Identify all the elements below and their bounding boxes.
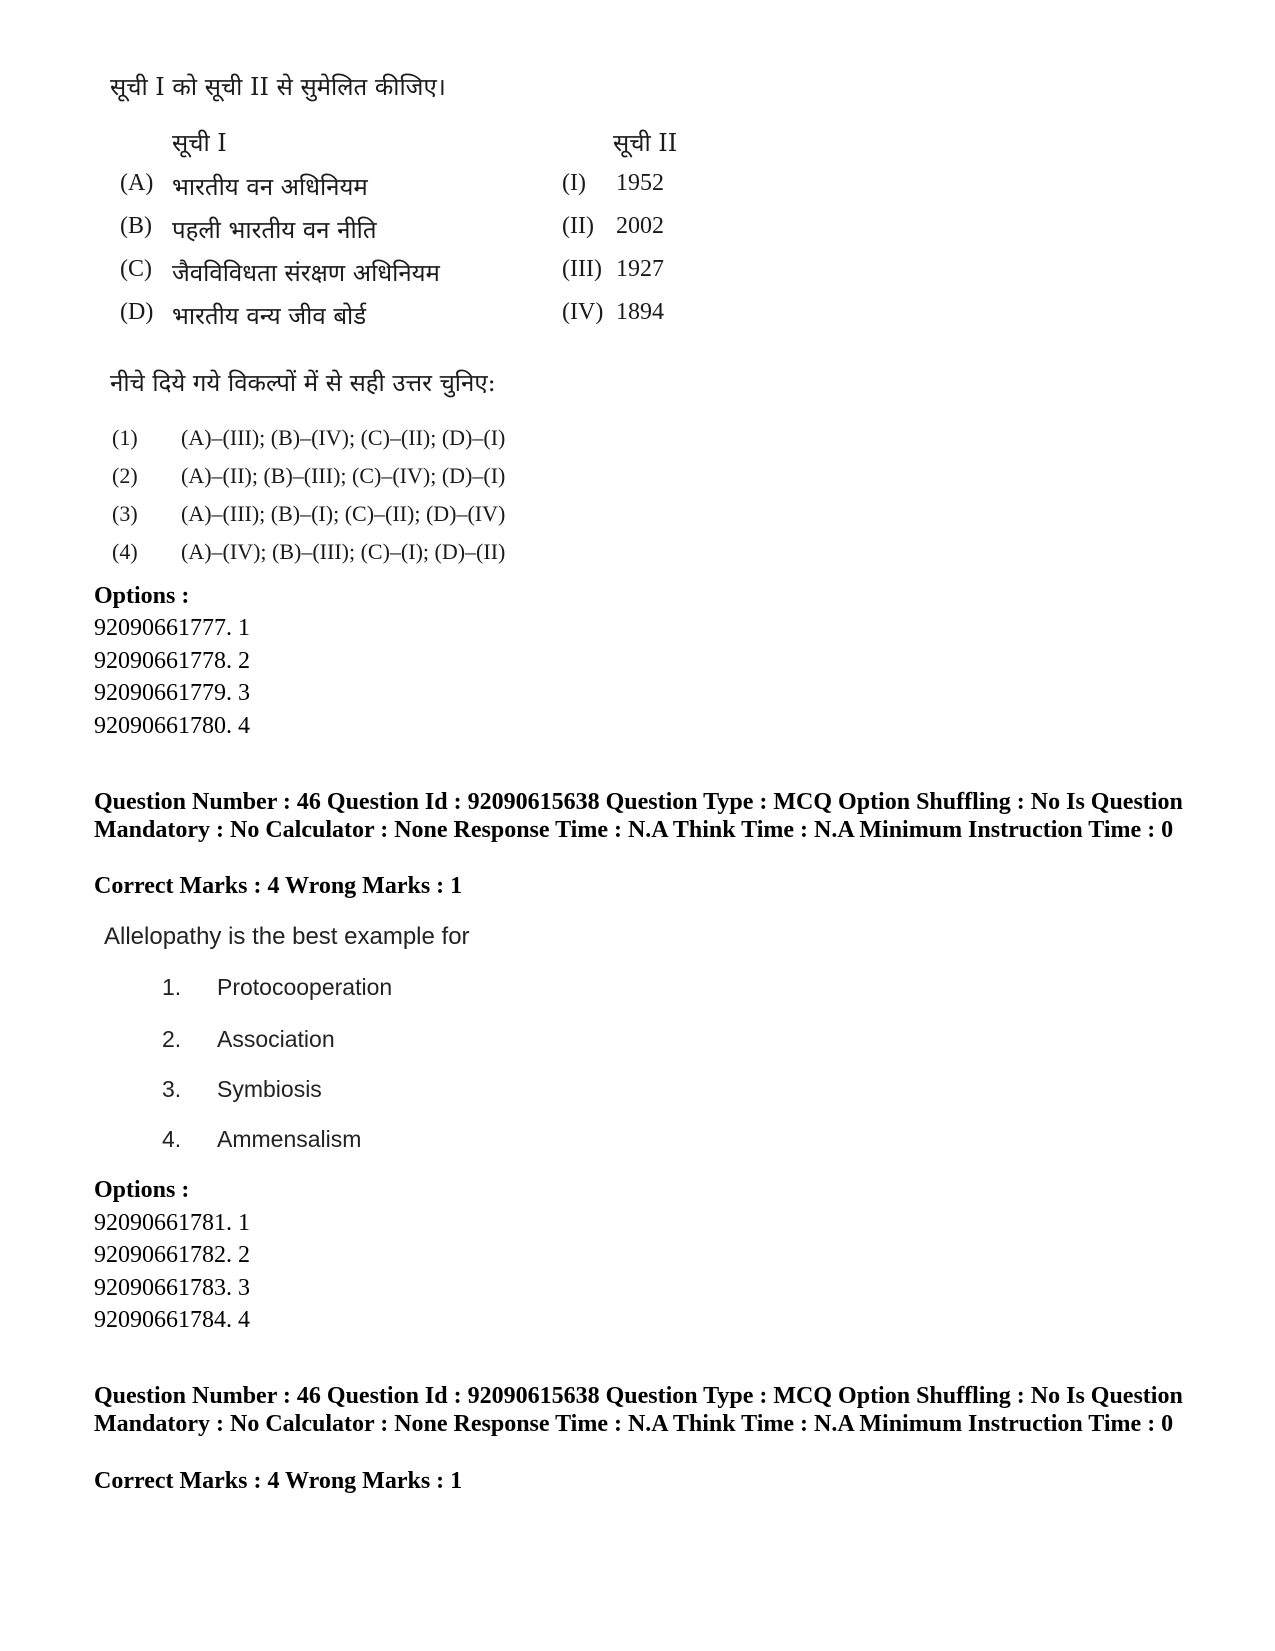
answer-text: (A)–(III); (B)–(I); (C)–(II); (D)–(IV) bbox=[181, 501, 506, 526]
list1-key: (D) bbox=[120, 299, 154, 325]
option-item: 92090661782. 2 bbox=[94, 1242, 250, 1268]
list2-item: 1952 bbox=[616, 170, 664, 196]
choice-text: Symbiosis bbox=[217, 1076, 322, 1102]
list2-key: (II) bbox=[562, 213, 594, 239]
list2-key: (I) bbox=[562, 170, 586, 196]
choice-number: 2. bbox=[162, 1026, 182, 1052]
question-marks: Correct Marks : 4 Wrong Marks : 1 bbox=[94, 873, 463, 899]
choice-number: 4. bbox=[162, 1126, 182, 1152]
question-meta: Question Number : 46 Question Id : 92090615638 Question Type : MCQ Option Shuffling : No Is Question Mandatory : No Calculator : None Response Time : N.A Think Time : N.A Minimum Instruction Time : 0 bbox=[94, 789, 1183, 843]
choice-text: Ammensalism bbox=[217, 1126, 362, 1152]
list2-item: 1894 bbox=[616, 299, 664, 325]
option-item: 92090661780. 4 bbox=[94, 713, 250, 739]
question-meta: Question Number : 46 Question Id : 92090615638 Question Type : MCQ Option Shuffling : No Is Question Mandatory : No Calculator : None Response Time : N.A Think Time : N.A Minimum Instruction Time : 0 bbox=[94, 1383, 1183, 1437]
list2-key: (III) bbox=[562, 256, 602, 282]
answer-number: (4) bbox=[112, 539, 138, 564]
choice-number: 3. bbox=[162, 1076, 182, 1102]
list1-key: (A) bbox=[120, 170, 154, 196]
list1-item: जैवविविधता संरक्षण अधिनियम bbox=[172, 259, 440, 287]
option-item: 92090661777. 1 bbox=[94, 615, 250, 641]
option-item: 92090661781. 1 bbox=[94, 1210, 250, 1236]
option-item: 92090661779. 3 bbox=[94, 680, 250, 706]
option-item: 92090661783. 3 bbox=[94, 1275, 250, 1301]
list2-header: सूची II bbox=[613, 129, 678, 157]
answer-text: (A)–(IV); (B)–(III); (C)–(I); (D)–(II) bbox=[181, 539, 506, 564]
option-item: 92090661784. 4 bbox=[94, 1307, 250, 1333]
answer-number: (3) bbox=[112, 501, 138, 526]
list2-item: 1927 bbox=[616, 256, 664, 282]
answer-number: (1) bbox=[112, 425, 138, 450]
options-label: Options : bbox=[94, 1177, 190, 1203]
list1-item: भारतीय वन्य जीव बोर्ड bbox=[172, 302, 367, 330]
list2-item: 2002 bbox=[616, 213, 664, 239]
choose-prompt: नीचे दिये गये विकल्पों में से सही उत्तर चुनिए: bbox=[110, 369, 496, 397]
choice-text: Protocooperation bbox=[217, 974, 393, 1000]
choice-text: Association bbox=[217, 1026, 335, 1052]
list1-header: सूची I bbox=[172, 129, 227, 157]
list1-key: (C) bbox=[120, 256, 152, 282]
choice-number: 1. bbox=[162, 974, 182, 1000]
match-instruction: सूची I को सूची II से सुमेलित कीजिए। bbox=[110, 73, 446, 101]
list1-key: (B) bbox=[120, 213, 152, 239]
answer-text: (A)–(II); (B)–(III); (C)–(IV); (D)–(I) bbox=[181, 463, 506, 488]
options-label: Options : bbox=[94, 583, 190, 609]
question-marks: Correct Marks : 4 Wrong Marks : 1 bbox=[94, 1468, 463, 1494]
option-item: 92090661778. 2 bbox=[94, 648, 250, 674]
list2-key: (IV) bbox=[562, 299, 604, 325]
answer-text: (A)–(III); (B)–(IV); (C)–(II); (D)–(I) bbox=[181, 425, 506, 450]
answer-number: (2) bbox=[112, 463, 138, 488]
list1-item: पहली भारतीय वन नीति bbox=[172, 216, 377, 244]
question-text: Allelopathy is the best example for bbox=[104, 923, 470, 950]
list1-item: भारतीय वन अधिनियम bbox=[172, 173, 368, 201]
